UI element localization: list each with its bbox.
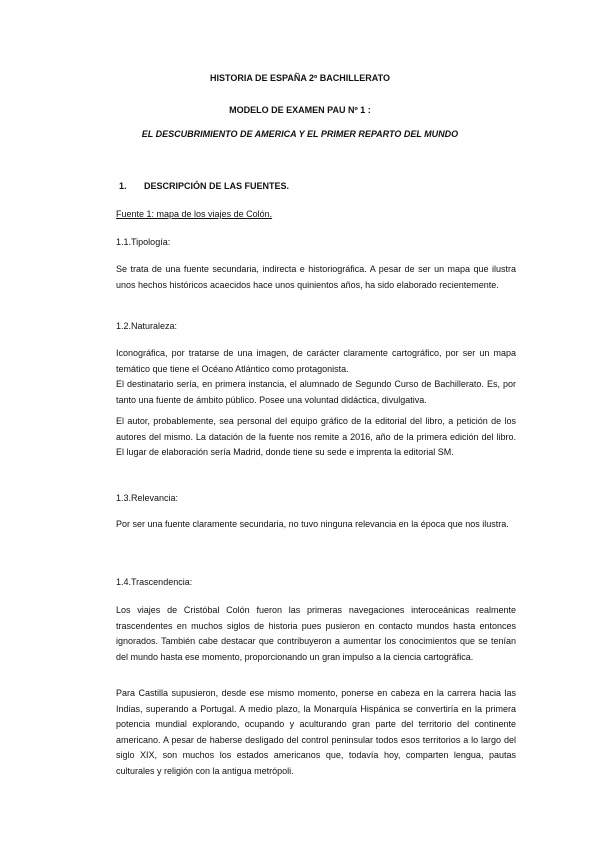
naturaleza-text-2: El destinatario sería, en primera instancia, el alumnado de Segundo Curso de Bachillerato. Es, por tanto una fuente de ámbito público. Posee una voluntad didáctica, divulgativa. bbox=[116, 379, 516, 405]
naturaleza-text-1: Iconográfica, por tratarse de una imagen, de carácter claramente cartográfico, por ser un mapa temático que tiene el Océano Atlántico como protagonista. bbox=[116, 348, 516, 374]
relevancia-heading: 1.3.Relevancia: bbox=[116, 493, 179, 503]
section-heading: DESCRIPCIÓN DE LAS FUENTES. bbox=[144, 181, 290, 191]
naturaleza-paragraph bbox=[116, 346, 516, 408]
tipologia-heading: 1.1.Tipología: bbox=[116, 237, 171, 247]
trascendencia-heading: 1.4.Trascendencia: bbox=[116, 577, 193, 587]
trascendencia-text-2: Para Castilla supusieron, desde ese mismo momento, ponerse en cabeza en la carrera hacia las Indias, superando a Portugal. A medio plazo, la Monarquía Hispánica se convertiría en la primera potencia mundial explorando, ocupando y aculturando gran parte del territorio del continente americano. A pesar de haberse desligado del control peninsular todos esos territorios a lo largo del siglo XIX, son muchos los estados americanos que, todavía hoy, comparten lengua, pautas culturales y religión con la antigua metrópoli. bbox=[116, 688, 516, 776]
naturaleza-author-paragraph bbox=[116, 414, 516, 461]
tipologia-text: Se trata de una fuente secundaria, indirecta e historiográfica. A pesar de ser un mapa que ilustra unos hechos históricos acaecidos hace unos quinientos años, ha sido elaborado recientemente. bbox=[116, 264, 516, 290]
relevancia-paragraph bbox=[116, 517, 516, 533]
source-title: Fuente 1: mapa de los viajes de Colón. bbox=[116, 209, 273, 219]
document-title: HISTORIA DE ESPAÑA 2º BACHILLERATO bbox=[210, 73, 390, 83]
trascendencia-paragraph-2 bbox=[116, 686, 516, 779]
tipologia-paragraph bbox=[116, 262, 516, 293]
naturaleza-text-3: El autor, probablemente, sea personal del equipo gráfico de la editorial del libro, a petición de los autores del mismo. La datación de la fuente nos remite a 2016, año de la primera edición del libro. El lugar de elaboración sería Madrid, donde tiene su sede e imprenta la editorial SM. bbox=[116, 416, 516, 457]
trascendencia-text-1: Los viajes de Cristóbal Colón fueron las primeras navegaciones interoceánicas realmente trascendentes en muchos siglos de historia pues pusieron en contacto mundos hasta entonces ignorados. También cabe destacar que contribuyeron a aumentar los conocimientos que se tenían del mundo hasta ese momento, proporcionando un gran impulso a la ciencia cartográfica. bbox=[116, 605, 516, 662]
naturaleza-heading: 1.2.Naturaleza: bbox=[116, 321, 178, 331]
relevancia-text: Por ser una fuente claramente secundaria, no tuvo ninguna relevancia en la época que nos ilustra. bbox=[116, 519, 509, 529]
exam-model-heading: MODELO DE EXAMEN PAU Nº 1 : bbox=[229, 105, 371, 115]
trascendencia-paragraph-1 bbox=[116, 603, 516, 665]
exam-topic-heading: EL DESCUBRIMIENTO DE AMERICA Y EL PRIMER REPARTO DEL MUNDO bbox=[141, 129, 459, 139]
section-number: 1. bbox=[119, 181, 127, 191]
